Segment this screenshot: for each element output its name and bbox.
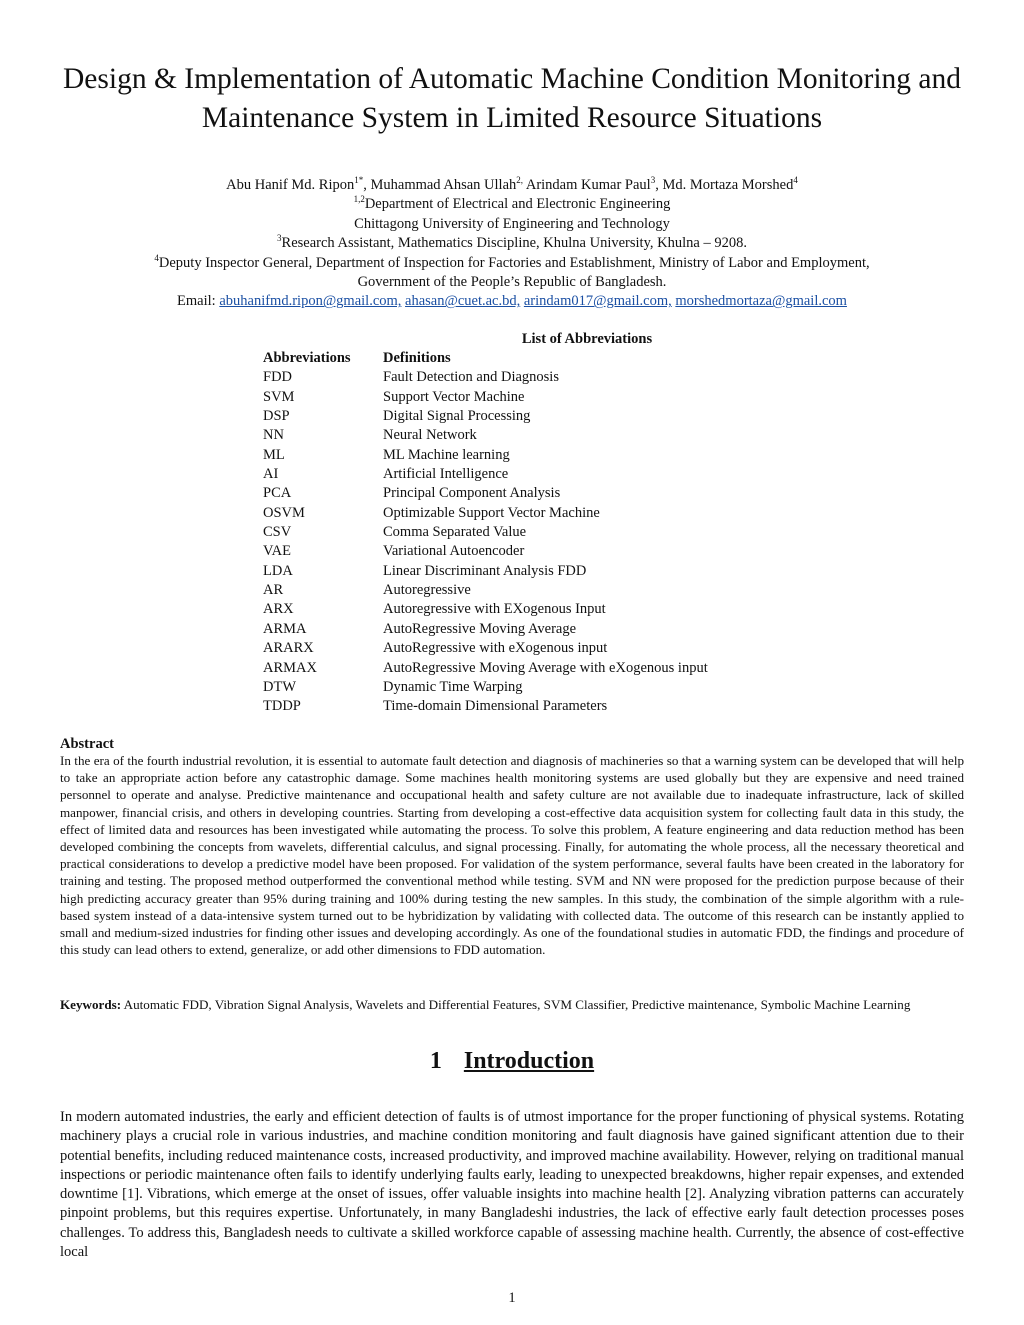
keywords-text: Automatic FDD, Vibration Signal Analysis, Wavelets and Differential Features, SVM Classifier, Predictive maintenance, Symbolic Machine Learning bbox=[121, 997, 911, 1012]
definition-cell: Artificial Intelligence bbox=[383, 466, 509, 483]
affiliation-4-cont: Government of the People’s Republic of Bangladesh. bbox=[357, 274, 667, 291]
abbreviations-heading: List of Abbreviations bbox=[521, 331, 653, 347]
introduction-body: In modern automated industries, the early and efficient detection of faults is of utmost importance for the proper functioning of physical systems. Rotating machinery plays a crucial role in various industries, and machine condition monitoring and fault diagnosis have gained significant attention due to their potential benefits, including reduced maintenance costs, increased productivity, and improved machine availability. However, relying on traditional manual inspections or periodic maintenance often fails to identify underlying faults early, leading to unexpected breakdowns, higher repair expenses, and extended downtime [1]. Vibrations, which emerge at the onset of issues, offer valuable insights into machine health [2]. Analyzing vibration patterns can accurately pinpoint problems, but this requires expertise. Unfortunately, in many Bangladeshi industries, the lack of effective early fault detection processes poses challenges. To address this, Bangladesh needs to cultivate a skilled workforce capable of assessing machine health. Currently, the absence of cost-effective local bbox=[60, 1109, 964, 1261]
affiliation-1 bbox=[60, 195, 964, 214]
table-row bbox=[263, 446, 708, 465]
table-row bbox=[263, 581, 708, 600]
affiliation-text: Deputy Inspector General, Department of Inspection for Factories and Establishment, Ministry of Labor and Employment, bbox=[158, 254, 870, 271]
abbreviation-cell: CSV bbox=[263, 524, 292, 541]
table-row bbox=[263, 484, 708, 503]
abbreviations-table bbox=[263, 349, 708, 717]
abbreviation-cell: DTW bbox=[263, 678, 297, 695]
author-sup: 1* bbox=[354, 175, 364, 186]
page-number: 1 bbox=[508, 1290, 516, 1306]
table-row bbox=[263, 368, 708, 387]
table-row bbox=[263, 678, 708, 697]
table-row bbox=[263, 465, 708, 484]
author-list bbox=[60, 176, 964, 195]
author-name: , Md. Mortaza Morshed bbox=[655, 177, 794, 193]
table-row bbox=[263, 562, 708, 581]
abbreviation-cell: LDA bbox=[263, 562, 293, 579]
author-block bbox=[60, 176, 964, 312]
author-sup: 2, bbox=[516, 175, 524, 186]
abbreviation-cell: TDDP bbox=[263, 698, 301, 715]
affiliation-1-institution: Chittagong University of Engineering and Technology bbox=[354, 215, 670, 232]
table-row bbox=[263, 697, 708, 716]
author-sup: 3 bbox=[650, 175, 656, 186]
definition-cell: Comma Separated Value bbox=[383, 524, 527, 541]
abbreviation-cell: OSVM bbox=[263, 504, 305, 521]
affiliation-sup: 3 bbox=[277, 233, 282, 244]
email-label: Email: bbox=[177, 293, 220, 310]
author-sup: 4 bbox=[793, 175, 798, 186]
table-row bbox=[263, 659, 708, 678]
email-link-4[interactable]: morshedmortaza@gmail.com bbox=[675, 293, 847, 310]
table-row bbox=[263, 600, 708, 619]
author-name: Arindam Kumar Paul bbox=[523, 177, 651, 193]
abbreviation-cell: PCA bbox=[263, 485, 292, 502]
abbreviation-cell: ML bbox=[263, 446, 285, 463]
definition-cell: ML Machine learning bbox=[383, 446, 510, 463]
email-link-3[interactable]: arindam017@gmail.com, bbox=[523, 293, 672, 310]
definition-cell: Autoregressive bbox=[383, 582, 471, 599]
abstract-heading: Abstract bbox=[60, 736, 114, 752]
definition-cell: Support Vector Machine bbox=[383, 388, 525, 405]
definition-cell: Linear Discriminant Analysis FDD bbox=[383, 562, 587, 579]
abbreviations-body bbox=[263, 368, 708, 716]
definition-cell: Digital Signal Processing bbox=[383, 408, 531, 425]
definition-cell: Dynamic Time Warping bbox=[383, 678, 523, 695]
email-link-2[interactable]: ahasan@cuet.ac.bd, bbox=[405, 293, 521, 310]
abbreviation-cell: FDD bbox=[263, 369, 293, 386]
definition-cell: AutoRegressive Moving Average with eXogenous input bbox=[383, 659, 708, 676]
table-row bbox=[263, 407, 708, 426]
paper-title: Design & Implementation of Automatic Machine Condition Monitoring and Maintenance System in Limited Resource Situations bbox=[63, 63, 961, 134]
section-number: 1 bbox=[429, 1048, 442, 1074]
keywords-label: Keywords: bbox=[60, 997, 122, 1012]
column-header-abbreviations: Abbreviations bbox=[263, 350, 351, 366]
table-header-row bbox=[263, 349, 708, 368]
affiliation-3 bbox=[60, 234, 964, 253]
definition-cell: Time-domain Dimensional Parameters bbox=[383, 698, 608, 715]
abbreviation-cell: ARARX bbox=[263, 640, 314, 657]
abbreviation-cell: NN bbox=[263, 427, 284, 444]
definition-cell: Optimizable Support Vector Machine bbox=[383, 504, 600, 521]
email-link-1[interactable]: abuhanifmd.ripon@gmail.com, bbox=[219, 293, 402, 310]
affiliation-sup: 4 bbox=[154, 252, 159, 263]
column-header-definitions: Definitions bbox=[383, 350, 451, 366]
definition-cell: Fault Detection and Diagnosis bbox=[383, 369, 559, 386]
affiliation-sup: 1,2 bbox=[353, 194, 365, 205]
affiliation-text: Research Assistant, Mathematics Discipline, Khulna University, Khulna – 9208. bbox=[281, 235, 747, 252]
abbreviation-cell: AR bbox=[263, 582, 284, 599]
section-heading-introduction bbox=[60, 1048, 964, 1075]
abstract-body: In the era of the fourth industrial revolution, it is essential to automate fault detection and diagnosis of machineries so that a warning system can be developed that will help to take an appropriate action before any catastrophic damage. Some machines health monitoring systems are used globally but they are expensive and need trained personnel to operate and analyse. Predictive maintenance and occupational health and safety culture are not available due to inadequate infrastructure, lack of skilled manpower, financial crisis, and others in developing countries. Starting from developing a cost-effective data acquisition system for collecting fault data in this study, the effect of limited data and resources has been investigated while automating the process. To solve this problem, A feature engineering and data reduction method has been developed combining the concepts from wavelets, differential calculus, and signal processing. Finally, for automating the whole process, all the necessary theoretical and practical considerations to develop a predictive model have been proposed. For validation of the system performance, several faults have been created in the laboratory for training and testing. The proposed method outperformed the conventional method while testing. SVM and NN were proposed for the prediction purpose because of their high predicting accuracy greater than 95% during training and 100% during testing the new samples. In this study, the combination of the simple algorithm with a rule-based system instead of a data-intensive system turned out to be hybridization by validating with collected data. The outcome of this research can be instantly applied to small and medium-sized industries for finding other issues and developing accordingly. As one of the foundational studies in automatic FDD, the findings and procedure of this study can lead others to extend, generalize, or add other dimensions to FDD automation. bbox=[60, 753, 964, 958]
definition-cell: Neural Network bbox=[383, 427, 477, 444]
table-row bbox=[263, 388, 708, 407]
table-row bbox=[263, 542, 708, 561]
definition-cell: Autoregressive with EXogenous Input bbox=[383, 601, 606, 618]
abbreviation-cell: AI bbox=[263, 466, 279, 483]
affiliation-text: Department of Electrical and Electronic Engineering bbox=[364, 196, 671, 213]
author-name: , Muhammad Ahsan Ullah bbox=[363, 177, 517, 193]
abbreviation-cell: ARMA bbox=[263, 620, 307, 637]
abbreviation-cell: VAE bbox=[263, 543, 291, 560]
table-row bbox=[263, 504, 708, 523]
section-title: Introduction bbox=[463, 1048, 595, 1074]
definition-cell: Variational Autoencoder bbox=[383, 543, 525, 560]
author-name: Abu Hanif Md. Ripon bbox=[226, 177, 355, 193]
email-line bbox=[60, 292, 964, 311]
abbreviation-cell: ARX bbox=[263, 601, 294, 618]
abbreviation-cell: SVM bbox=[263, 388, 295, 405]
table-row bbox=[263, 523, 708, 542]
abbreviation-cell: DSP bbox=[263, 408, 290, 425]
abbreviation-cell: ARMAX bbox=[263, 659, 317, 676]
table-row bbox=[263, 620, 708, 639]
keywords bbox=[60, 996, 964, 1013]
definition-cell: AutoRegressive with eXogenous input bbox=[383, 640, 608, 657]
definition-cell: Principal Component Analysis bbox=[383, 485, 561, 502]
affiliation-4 bbox=[60, 254, 964, 273]
table-row bbox=[263, 639, 708, 658]
table-row bbox=[263, 426, 708, 445]
definition-cell: AutoRegressive Moving Average bbox=[383, 620, 577, 637]
